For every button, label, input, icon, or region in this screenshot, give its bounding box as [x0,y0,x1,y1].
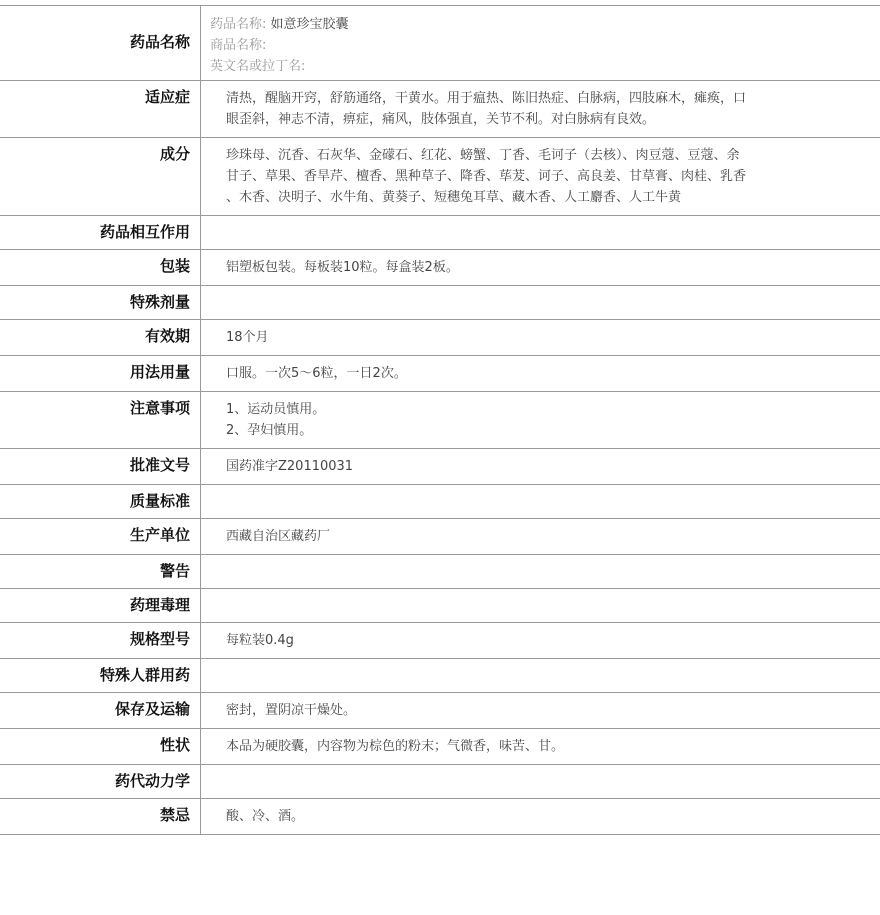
row-label: 药理毒理 [0,589,201,623]
row-label: 保存及运输 [0,693,201,729]
row-label: 批准文号 [0,449,201,485]
table-row [0,356,880,392]
table-row [0,519,880,555]
row-value [201,81,880,138]
row-value [201,729,880,765]
table-row [0,623,880,659]
row-value [201,250,880,286]
row-label: 包装 [0,250,201,286]
row-label: 注意事项 [0,392,201,449]
row-label: 警告 [0,555,201,589]
english-name-label: 英文名或拉丁名: [210,59,305,74]
row-label: 规格型号 [0,623,201,659]
drug-name-label: 药品名称 [0,6,201,81]
drug-info-table [0,5,880,835]
row-label: 质量标准 [0,485,201,519]
generic-name-value: 如意珍宝胶囊 [271,17,349,32]
value-line: 清热，醒脑开窍，舒筋通络，干黄水。用于瘟热、陈旧热症、白脉病，四肢麻木，瘫痪，口 [226,88,790,109]
row-value [201,589,880,623]
drug-name-values [201,6,880,81]
table-row [0,659,880,693]
row-value [201,138,880,216]
row-value [201,623,880,659]
table-row [0,449,880,485]
row-value [201,799,880,835]
row-label: 药代动力学 [0,765,201,799]
table-row [0,81,880,138]
row-value [201,693,880,729]
row-label: 禁忌 [0,799,201,835]
row-label: 生产单位 [0,519,201,555]
table-row [0,693,880,729]
row-label: 用法用量 [0,356,201,392]
table-row [0,250,880,286]
row-label: 特殊剂量 [0,286,201,320]
table-row [0,555,880,589]
generic-name-label: 药品名称: [210,17,266,32]
value-line: 西藏自治区藏药厂 [226,526,790,547]
row-label: 特殊人群用药 [0,659,201,693]
trade-name-label: 商品名称: [210,38,266,53]
table-row-drug-name [0,6,880,81]
value-line: 2、孕妇慎用。 [226,420,790,441]
table-row [0,286,880,320]
value-line: 国药准字Z20110031 [226,456,790,477]
value-line: 1、运动员慎用。 [226,399,790,420]
table-row [0,729,880,765]
table-row [0,589,880,623]
row-value [201,356,880,392]
row-label: 性状 [0,729,201,765]
row-value [201,216,880,250]
row-value [201,449,880,485]
row-value [201,286,880,320]
table-row [0,392,880,449]
value-line: 每粒装0.4g [226,630,790,651]
row-value [201,555,880,589]
table-row [0,485,880,519]
row-label: 有效期 [0,320,201,356]
value-line: 18个月 [226,327,790,348]
value-line: 铝塑板包装。每板装10粒。每盒装2板。 [226,257,790,278]
value-line: 本品为硬胶囊，内容物为棕色的粉末；气微香，味苦、甘。 [226,736,790,757]
row-value [201,392,880,449]
row-value [201,659,880,693]
table-row [0,138,880,216]
table-row [0,216,880,250]
value-line: 、木香、决明子、水牛角、黄葵子、短穗兔耳草、藏木香、人工麝香、人工牛黄 [226,187,790,208]
row-value [201,765,880,799]
value-line: 酸、冷、酒。 [226,806,790,827]
table-row [0,799,880,835]
row-value [201,519,880,555]
row-value [201,320,880,356]
value-line: 珍珠母、沉香、石灰华、金礞石、红花、螃蟹、丁香、毛诃子（去核）、肉豆蔻、豆蔻、余 [226,145,790,166]
value-line: 眼歪斜，神志不清，痹症，痛风，肢体强直，关节不利。对白脉病有良效。 [226,109,790,130]
row-value [201,485,880,519]
value-line: 密封，置阴凉干燥处。 [226,700,790,721]
row-label: 成分 [0,138,201,216]
row-label: 药品相互作用 [0,216,201,250]
table-row [0,765,880,799]
table-row [0,320,880,356]
value-line: 口服。一次5～6粒，一日2次。 [226,363,790,384]
value-line: 甘子、草果、香旱芹、檀香、黑种草子、降香、荜茇、诃子、高良姜、甘草膏、肉桂、乳香 [226,166,790,187]
row-label: 适应症 [0,81,201,138]
